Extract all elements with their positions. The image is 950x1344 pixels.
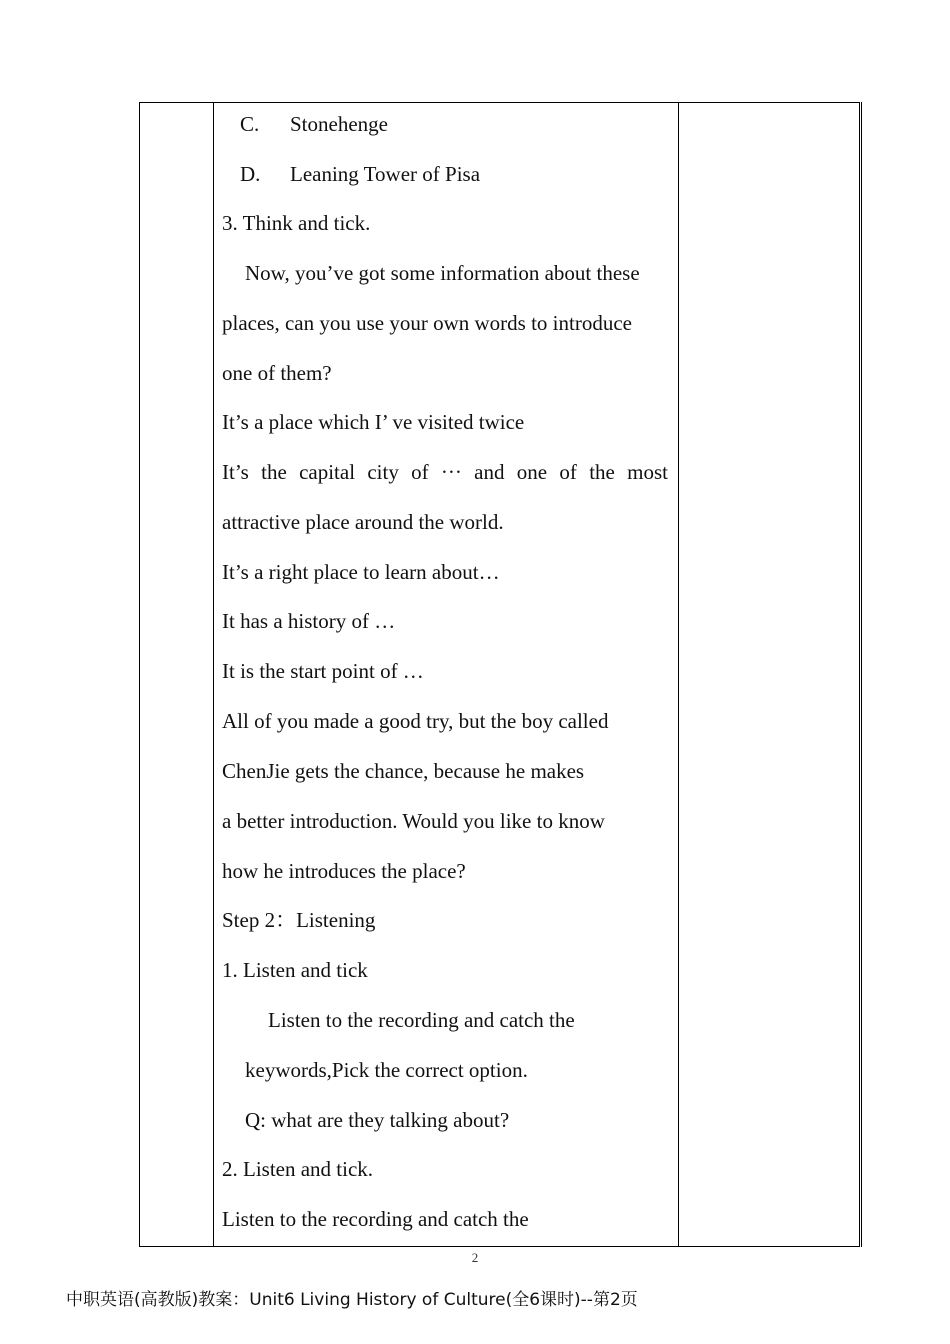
option-d-text: Leaning Tower of Pisa <box>290 162 481 186</box>
listen-recording-2-line: Listen to the recording and catch the <box>222 1207 529 1231</box>
left-column-divider <box>213 103 214 1246</box>
capital-city-line: It’s the capital city of ··· and one of the most <box>222 460 668 484</box>
how-introduces-line: how he introduces the place? <box>222 859 466 883</box>
option-c-letter: C. <box>240 112 260 136</box>
start-point-line: It is the start point of … <box>222 659 424 683</box>
right-place-line: It’s a right place to learn about… <box>222 560 500 584</box>
better-introduction-line: a better introduction. Would you like to know <box>222 809 605 833</box>
listen-recording-line: Listen to the recording and catch the <box>268 1008 575 1032</box>
right-column-divider <box>678 103 679 1246</box>
history-line: It has a history of … <box>222 609 396 633</box>
option-d-letter: D. <box>240 162 261 186</box>
page-number: 2 <box>471 1250 479 1265</box>
think-and-tick-heading: 3. Think and tick. <box>222 211 371 235</box>
good-try-line: All of you made a good try, but the boy called <box>222 709 609 733</box>
attractive-place-line: attractive place around the world. <box>222 510 504 534</box>
places-paragraph-line: places, can you use your own words to introduce <box>222 311 632 335</box>
listen-and-tick-heading: 1. Listen and tick <box>222 958 368 982</box>
now-paragraph-line: Now, you’ve got some information about these <box>245 261 640 285</box>
keywords-line: keywords,Pick the correct option. <box>245 1058 528 1082</box>
visited-twice-line: It’s a place which I’ ve visited twice <box>222 410 525 434</box>
chenjie-line: ChenJie gets the chance, because he makes <box>222 759 585 783</box>
step-2-heading: Step 2：Listening <box>222 908 376 932</box>
question-line: Q: what are they talking about? <box>245 1108 510 1132</box>
listen-and-tick-2-heading: 2. Listen and tick. <box>222 1157 374 1181</box>
option-c-text: Stonehenge <box>290 112 388 136</box>
document-footer: 中职英语(高教版)教案：Unit6 Living History of Culture(全6课时)--第2页 <box>66 1290 638 1310</box>
one-of-them-line: one of them? <box>222 361 332 385</box>
